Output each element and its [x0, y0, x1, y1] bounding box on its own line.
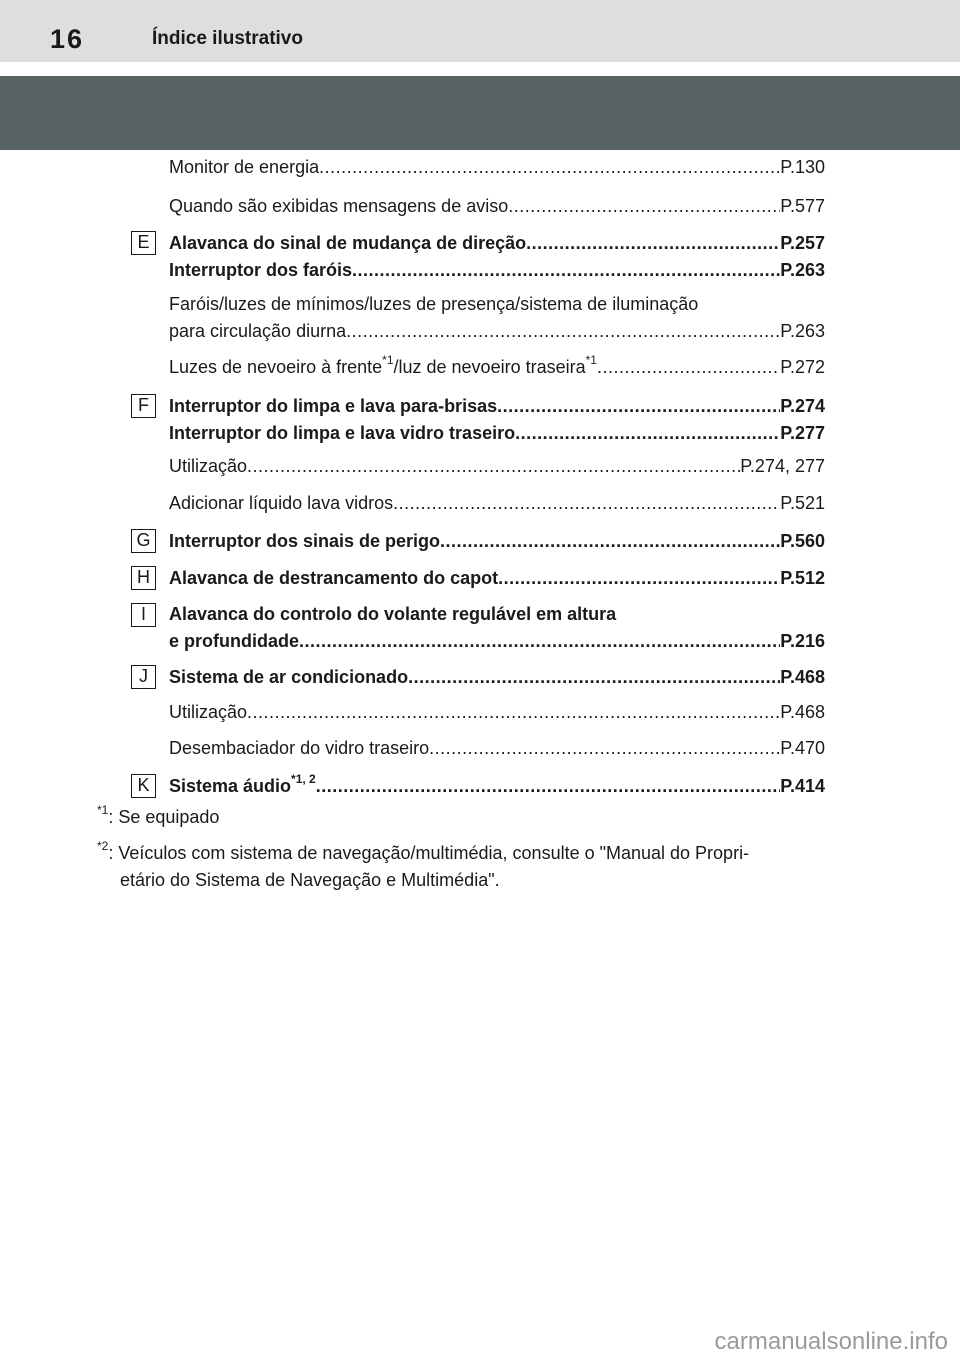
entry-label: Interruptor dos faróis [169, 260, 353, 280]
entry-page-ref[interactable]: P.263 [780, 321, 825, 341]
entry-page-ref[interactable]: P.130 [780, 157, 825, 177]
index-entry [169, 353, 825, 378]
leader-dots [299, 630, 780, 652]
entry-page-ref[interactable]: P.468 [780, 667, 825, 687]
index-entry [169, 320, 825, 342]
footnote-text: : Veículos com sistema de navegação/multimédia, consulte o "Manual do Propri- [108, 843, 750, 863]
entry-label: Adicionar líquido lava vidros [169, 493, 394, 513]
footnote-2 [97, 840, 749, 894]
footnote-ref: *1, 2 [291, 772, 316, 786]
leader-dots [498, 567, 780, 589]
footnote-1 [97, 804, 219, 831]
leader-dots [319, 156, 780, 178]
entry-page-ref[interactable]: P.512 [780, 568, 825, 588]
footnote-ref: *1 [585, 353, 597, 367]
header-band [0, 0, 960, 62]
leader-dots [393, 492, 780, 514]
index-entry [169, 567, 825, 589]
index-entry [169, 156, 825, 178]
leader-dots [408, 666, 780, 688]
index-entry [169, 772, 825, 797]
index-entry [169, 737, 825, 759]
entry-label: Sistema de ar condicionado [169, 667, 409, 687]
entry-page-ref[interactable]: P.560 [780, 531, 825, 551]
leader-dots [247, 701, 780, 723]
leader-dots [429, 737, 780, 759]
leader-dots [346, 320, 780, 342]
watermark: carmanualsonline.info [714, 1328, 948, 1355]
leader-dots [526, 232, 780, 254]
entry-page-ref[interactable]: P.274, 277 [740, 456, 825, 476]
entry-label: Alavanca de destrancamento do capot [169, 568, 499, 588]
callout-letter-j: J [131, 665, 156, 689]
entry-label: Interruptor dos sinais de perigo [169, 531, 441, 551]
entry-label: Utilização [169, 702, 248, 722]
index-entry [169, 259, 825, 281]
entry-label: Interruptor do limpa e lava para-brisas [169, 396, 498, 416]
entry-label: Utilização [169, 456, 248, 476]
leader-dots [440, 530, 780, 552]
footnote-mark: *2 [97, 839, 109, 853]
callout-letter-g: G [131, 529, 156, 553]
entry-page-ref[interactable]: P.468 [780, 702, 825, 722]
entry-label-part: /luz de nevoeiro traseira [393, 357, 586, 377]
footnote-ref: *1 [382, 353, 394, 367]
entry-page-ref[interactable]: P.577 [780, 196, 825, 216]
leader-dots [497, 395, 780, 417]
illustration-band [0, 76, 960, 150]
callout-letter-f: F [131, 394, 156, 418]
callout-letter-k: K [131, 774, 156, 798]
entry-label: Quando são exibidas mensagens de aviso [169, 196, 509, 216]
index-entry [169, 666, 825, 688]
callout-letter-h: H [131, 566, 156, 590]
entry-page-ref[interactable]: P.521 [780, 493, 825, 513]
page-number: 16 [50, 24, 85, 54]
leader-dots [247, 455, 740, 477]
leader-dots [597, 356, 780, 378]
entry-label: Alavanca do sinal de mudança de direção [169, 233, 527, 253]
entry-page-ref[interactable]: P.272 [780, 357, 825, 377]
callout-letter-i: I [131, 603, 156, 627]
entry-label-line: Alavanca do controlo do volante regulável em altura [169, 604, 617, 624]
index-entry [169, 455, 825, 477]
callout-letter-e: E [131, 231, 156, 255]
leader-dots [508, 195, 780, 217]
entry-page-ref[interactable]: P.414 [780, 776, 825, 796]
entry-label: para circulação diurna [169, 321, 347, 341]
index-entry [169, 395, 825, 417]
index-entry [169, 701, 825, 723]
index-entry [169, 195, 825, 217]
entry-page-ref[interactable]: P.216 [780, 631, 825, 651]
entry-label: Desembaciador do vidro traseiro [169, 738, 430, 758]
entry-label [169, 353, 597, 378]
entry-label [169, 772, 316, 797]
entry-page-ref[interactable]: P.274 [780, 396, 825, 416]
index-entry [169, 492, 825, 514]
index-entry [169, 630, 825, 652]
index-entry [169, 530, 825, 552]
entry-page-ref[interactable]: P.257 [780, 233, 825, 253]
index-entry [169, 232, 825, 254]
entry-label-part: Luzes de nevoeiro à frente [169, 357, 383, 377]
entry-page-ref[interactable]: P.263 [780, 260, 825, 280]
entry-label: e profundidade [169, 631, 299, 651]
footnote-text: : Se equipado [108, 807, 220, 827]
index-entry [169, 422, 825, 444]
section-title: Índice ilustrativo [152, 28, 303, 49]
entry-page-ref[interactable]: P.277 [780, 423, 825, 443]
entry-page-ref[interactable]: P.470 [780, 738, 825, 758]
entry-label: Monitor de energia [169, 157, 320, 177]
leader-dots [352, 259, 780, 281]
footnote-text-continued: etário do Sistema de Navegação e Multimédia". [120, 870, 500, 890]
entry-label: Interruptor do limpa e lava vidro traseiro [169, 423, 516, 443]
leader-dots [515, 422, 780, 444]
entry-label-line: Faróis/luzes de mínimos/luzes de presença/sistema de iluminação [169, 294, 699, 314]
footnote-mark: *1 [97, 803, 109, 817]
leader-dots [316, 775, 781, 797]
entry-label-part: Sistema áudio [169, 776, 292, 796]
